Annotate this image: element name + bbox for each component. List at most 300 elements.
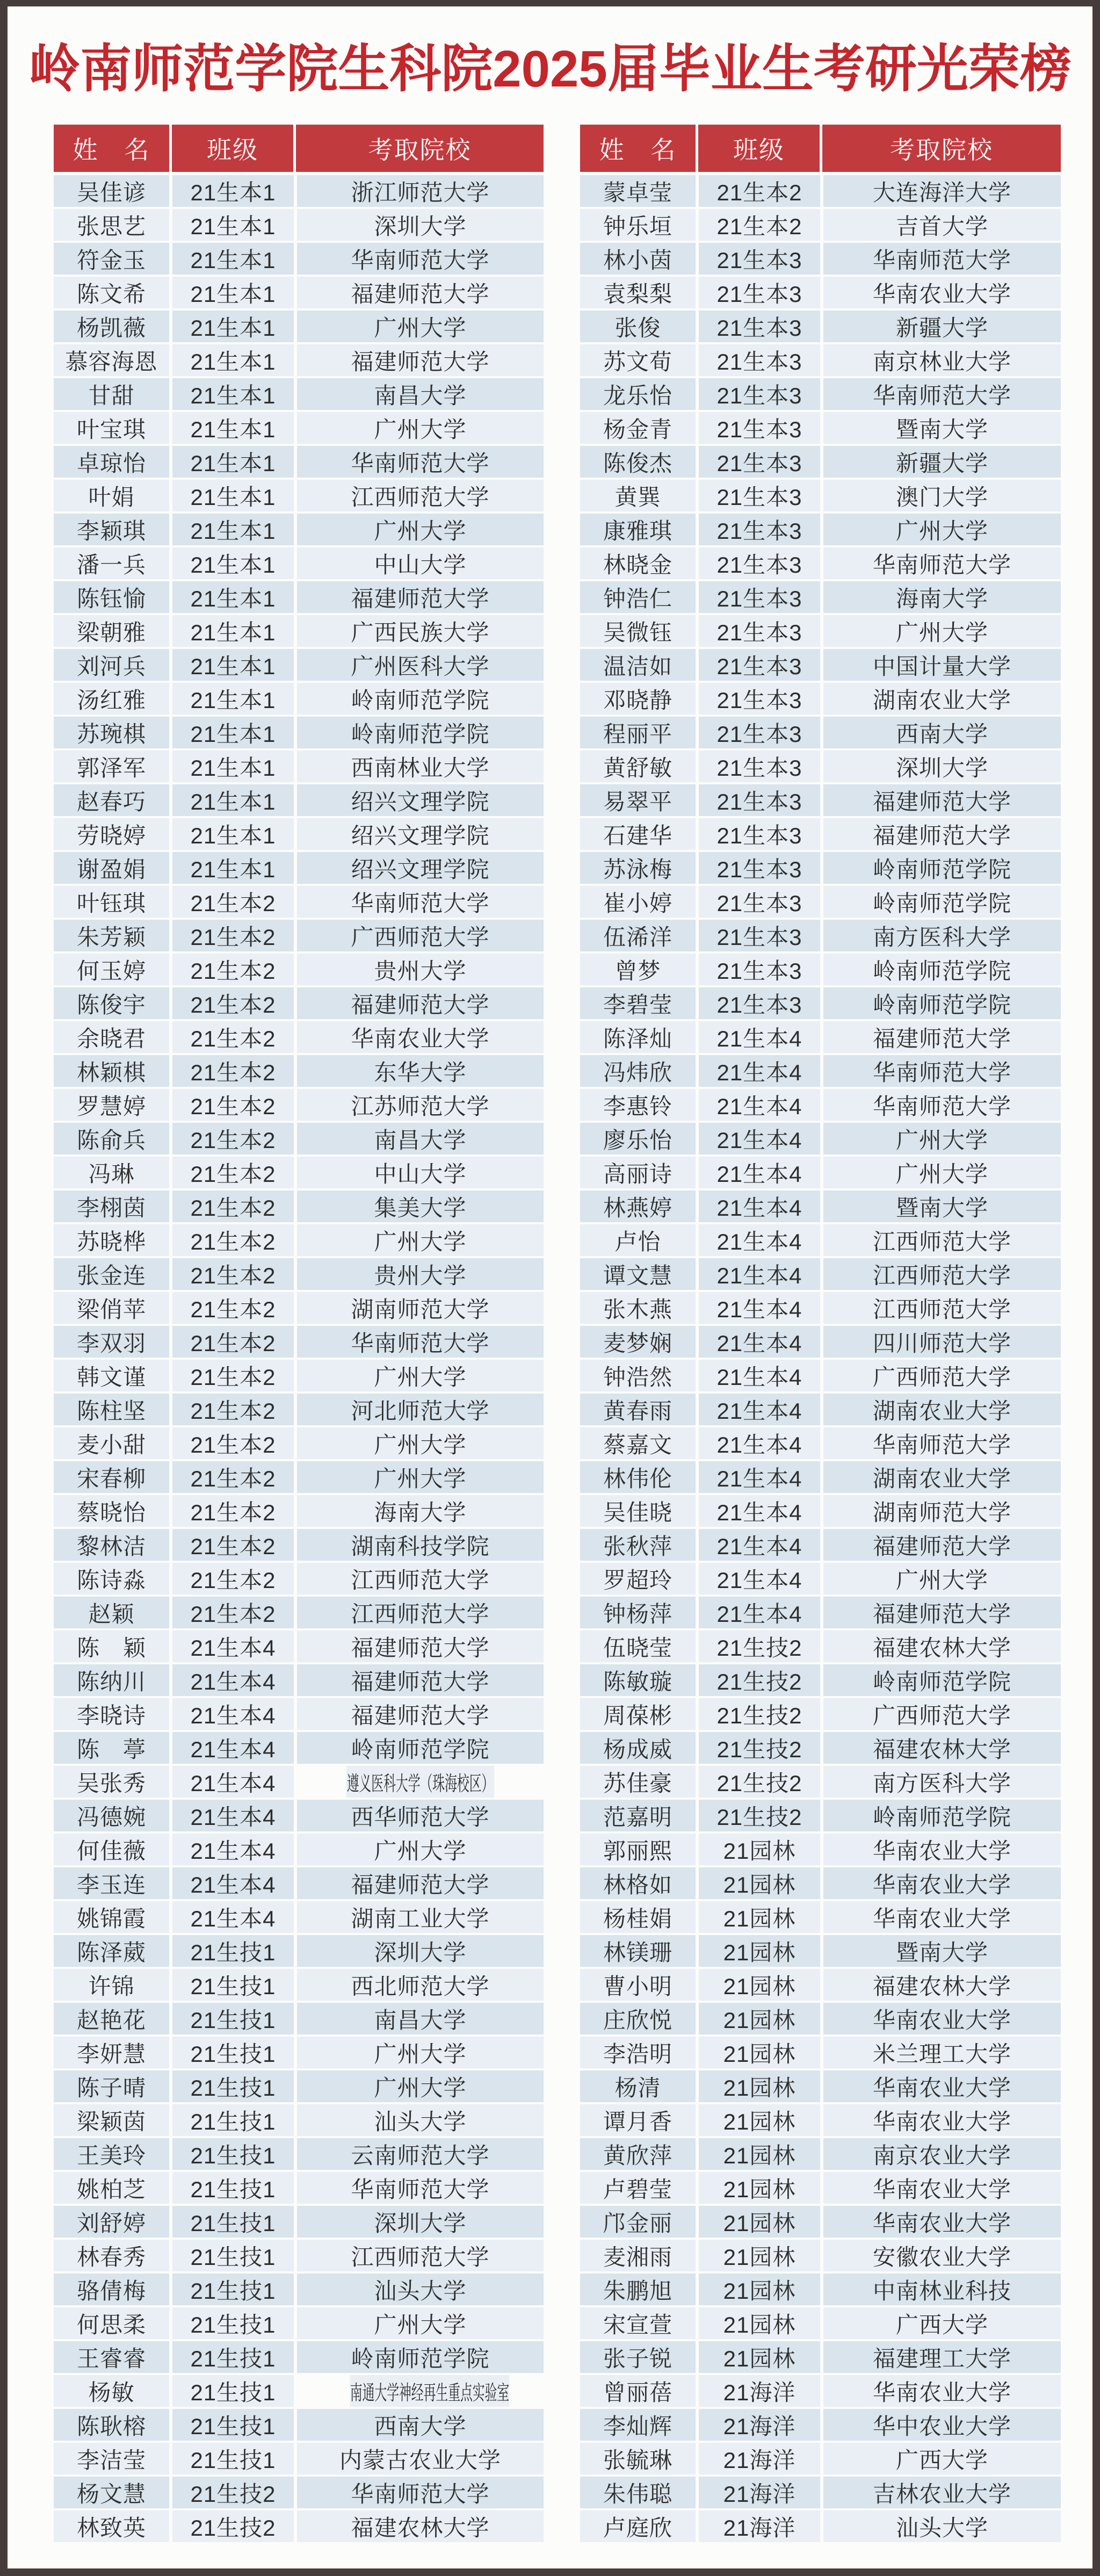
table-row xyxy=(580,2443,1061,2474)
class-cell: 21生技2 xyxy=(699,1630,820,1662)
class-cell: 21生本2 xyxy=(172,1597,294,1628)
admitted-school-cell: 华南师范大学 xyxy=(297,1326,544,1358)
table-row xyxy=(54,717,544,748)
class-cell: 21生本2 xyxy=(172,1258,294,1290)
class-cell: 21生本1 xyxy=(172,175,294,207)
student-name-cell: 林致英 xyxy=(54,2510,169,2542)
class-cell: 21生本4 xyxy=(699,1394,820,1425)
class-cell: 21园林 xyxy=(699,1867,820,1899)
table-row xyxy=(580,2341,1061,2373)
student-name-cell: 谢盈娟 xyxy=(54,852,169,884)
student-name-cell: 邓晓静 xyxy=(580,683,696,715)
admitted-school-cell: 广州大学 xyxy=(823,514,1061,545)
class-cell: 21生本4 xyxy=(699,1360,820,1391)
table-row xyxy=(580,1427,1061,1459)
class-cell: 21生本1 xyxy=(172,784,294,816)
class-cell: 21生本4 xyxy=(172,1630,294,1662)
class-cell: 21生技2 xyxy=(699,1766,820,1798)
admitted-school-cell: 东华大学 xyxy=(297,1055,544,1087)
student-name-cell: 陈泽葳 xyxy=(54,1935,169,1967)
column-header-class: 班级 xyxy=(172,125,293,172)
class-cell: 21生本1 xyxy=(172,818,294,850)
student-name-cell: 张木燕 xyxy=(580,1292,696,1324)
admitted-school-cell: 暨南大学 xyxy=(823,1190,1061,1222)
table-row xyxy=(54,2477,544,2508)
class-cell: 21园林 xyxy=(699,2104,820,2136)
admitted-school-cell: 岭南师范学院 xyxy=(823,1800,1061,1831)
student-name-cell: 程丽平 xyxy=(580,717,696,748)
table-row xyxy=(54,2003,544,2034)
admitted-school-cell: 广州大学 xyxy=(297,514,544,545)
table-row xyxy=(580,1664,1061,1696)
student-name-cell: 易翠平 xyxy=(580,784,696,816)
class-cell: 21生本2 xyxy=(172,1563,294,1594)
class-cell: 21生技2 xyxy=(172,2477,294,2508)
table-row xyxy=(580,514,1061,545)
table-row xyxy=(54,277,544,308)
table-body-left xyxy=(54,175,544,2542)
table-row xyxy=(54,1901,544,1933)
class-cell: 21生技1 xyxy=(172,2003,294,2034)
class-cell: 21海洋 xyxy=(699,2477,820,2508)
student-name-cell: 张思艺 xyxy=(54,209,169,241)
student-name-cell: 杨金青 xyxy=(580,412,696,444)
class-cell: 21生本4 xyxy=(699,1157,820,1188)
admitted-school-cell: 福建师范大学 xyxy=(823,784,1061,816)
table-row xyxy=(580,209,1061,241)
admitted-school-cell: 华南师范大学 xyxy=(297,446,544,478)
student-name-cell: 朱伟聪 xyxy=(580,2477,696,2508)
admitted-school-cell: 福建师范大学 xyxy=(297,1867,544,1899)
student-name-cell: 崔小婷 xyxy=(580,886,696,918)
student-name-cell: 林晓金 xyxy=(580,547,696,579)
table-row xyxy=(580,1529,1061,1561)
class-cell: 21生本2 xyxy=(172,1123,294,1154)
table-row xyxy=(54,175,544,207)
table-row xyxy=(580,954,1061,985)
admitted-school-cell: 福建师范大学 xyxy=(297,277,544,308)
student-name-cell: 吴佳谚 xyxy=(54,175,169,207)
admitted-school-cell: 华南师范大学 xyxy=(823,1055,1061,1087)
table-row xyxy=(580,1563,1061,1594)
admitted-school-cell: 福建农林大学 xyxy=(823,1630,1061,1662)
table-row xyxy=(580,1597,1061,1628)
admitted-school-cell: 华南师范大学 xyxy=(823,243,1061,275)
admitted-school-cell: 华南师范大学 xyxy=(823,547,1061,579)
class-cell: 21园林 xyxy=(699,2307,820,2339)
admitted-school-cell: 华南师范大学 xyxy=(297,2477,544,2508)
class-cell: 21生本4 xyxy=(699,1495,820,1527)
table-row xyxy=(580,615,1061,647)
student-name-cell: 符金玉 xyxy=(54,243,169,275)
admitted-school-cell: 广州大学 xyxy=(823,1123,1061,1154)
admitted-school-cell: 广州大学 xyxy=(297,1834,544,1865)
admitted-school-cell: 西北师范大学 xyxy=(297,1969,544,2001)
admitted-school-cell: 中国计量大学 xyxy=(823,649,1061,681)
student-name-cell: 陈诗淼 xyxy=(54,1563,169,1594)
table-row xyxy=(580,1055,1061,1087)
admitted-school-cell: 广州大学 xyxy=(823,1563,1061,1594)
table-row xyxy=(580,1360,1061,1391)
class-cell: 21园林 xyxy=(699,2070,820,2102)
student-name-cell: 麦梦娴 xyxy=(580,1326,696,1358)
class-cell: 21生本2 xyxy=(172,1427,294,1459)
admitted-school-cell: 暨南大学 xyxy=(823,1935,1061,1967)
class-cell: 21园林 xyxy=(699,2003,820,2034)
student-name-cell: 慕容海恩 xyxy=(54,344,169,376)
class-cell: 21生本4 xyxy=(172,1834,294,1865)
class-cell: 21生本4 xyxy=(699,1224,820,1256)
admitted-school-cell: 澳门大学 xyxy=(823,480,1061,511)
class-cell: 21生本3 xyxy=(699,649,820,681)
table-row xyxy=(54,1055,544,1087)
table-row xyxy=(580,446,1061,478)
class-cell: 21生本1 xyxy=(172,446,294,478)
student-name-cell: 梁颖茵 xyxy=(54,2104,169,2136)
admitted-school-cell: 岭南师范学院 xyxy=(297,1732,544,1764)
student-name-cell: 赵颖 xyxy=(54,1597,169,1628)
admitted-school-cell: 汕头大学 xyxy=(823,2510,1061,2542)
table-row xyxy=(54,1732,544,1764)
column-header-class: 班级 xyxy=(698,125,820,172)
admitted-school-cell: 深圳大学 xyxy=(297,209,544,241)
student-name-cell: 李灿辉 xyxy=(580,2409,696,2441)
table-row xyxy=(54,2104,544,2136)
student-name-cell: 张俊 xyxy=(580,311,696,342)
student-name-cell: 陈泽灿 xyxy=(580,1021,696,1053)
student-name-cell: 梁俏苹 xyxy=(54,1292,169,1324)
class-cell: 21生本1 xyxy=(172,243,294,275)
class-cell: 21生技1 xyxy=(172,1935,294,1967)
class-cell: 21生本4 xyxy=(172,1867,294,1899)
class-cell: 21生本4 xyxy=(699,1427,820,1459)
admitted-school-cell: 广州大学 xyxy=(297,2070,544,2102)
table-row xyxy=(54,1664,544,1696)
student-name-cell: 杨文慧 xyxy=(54,2477,169,2508)
student-name-cell: 廖乐怡 xyxy=(580,1123,696,1154)
table-row xyxy=(580,311,1061,342)
table-row xyxy=(54,2070,544,2102)
admitted-school-cell: 湖南师范大学 xyxy=(823,1495,1061,1527)
admitted-school-cell: 南昌大学 xyxy=(297,1123,544,1154)
admitted-school-cell: 广西师范大学 xyxy=(823,1360,1061,1391)
table-row xyxy=(54,2274,544,2305)
class-cell: 21生本3 xyxy=(699,886,820,918)
student-name-cell: 何思柔 xyxy=(54,2307,169,2339)
class-cell: 21园林 xyxy=(699,2172,820,2204)
admitted-school-cell: 华南农业大学 xyxy=(823,2070,1061,2102)
student-name-cell: 杨清 xyxy=(580,2070,696,2102)
column-header-school: 考取院校 xyxy=(822,125,1061,172)
class-cell: 21生本3 xyxy=(699,818,820,850)
admitted-school-cell: 华南师范大学 xyxy=(297,2172,544,2204)
student-name-cell: 黄春雨 xyxy=(580,1394,696,1425)
admitted-school-cell: 汕头大学 xyxy=(297,2104,544,2136)
table-row xyxy=(580,1157,1061,1188)
admitted-school-cell: 江西师范大学 xyxy=(823,1258,1061,1290)
admitted-school-cell: 广州大学 xyxy=(297,311,544,342)
student-name-cell: 黄欣萍 xyxy=(580,2138,696,2170)
class-cell: 21生本4 xyxy=(172,1698,294,1730)
admitted-school-cell: 湖南科技学院 xyxy=(297,1529,544,1561)
page-title: 岭南师范学院生科院2025届毕业生考研光荣榜 xyxy=(28,40,1072,98)
class-cell: 21园林 xyxy=(699,2240,820,2271)
class-cell: 21生本4 xyxy=(699,1258,820,1290)
class-cell: 21生技1 xyxy=(172,2307,294,2339)
class-cell: 21生技1 xyxy=(172,2206,294,2238)
class-cell: 21生技1 xyxy=(172,2341,294,2373)
admitted-school-cell: 岭南师范学院 xyxy=(297,683,544,715)
student-name-cell: 林颖棋 xyxy=(54,1055,169,1087)
class-cell: 21生本3 xyxy=(699,784,820,816)
table-row xyxy=(580,2037,1061,2068)
admitted-school-cell: 深圳大学 xyxy=(297,2206,544,2238)
table-row xyxy=(580,886,1061,918)
class-cell: 21生本4 xyxy=(699,1021,820,1053)
admitted-school-cell: 福建理工大学 xyxy=(823,2341,1061,2373)
admitted-school-cell: 新疆大学 xyxy=(823,311,1061,342)
admitted-school-cell: 华南农业大学 xyxy=(823,2003,1061,2034)
class-cell: 21生本4 xyxy=(699,1123,820,1154)
class-cell: 21园林 xyxy=(699,1969,820,2001)
student-name-cell: 李浩明 xyxy=(580,2037,696,2068)
class-cell: 21生本3 xyxy=(699,987,820,1019)
student-name-cell: 吴张秀 xyxy=(54,1766,169,1798)
admitted-school-cell: 西南林业大学 xyxy=(297,751,544,782)
admitted-school-cell: 深圳大学 xyxy=(297,1935,544,1967)
student-name-cell: 罗慧婷 xyxy=(54,1089,169,1121)
student-name-cell: 叶娟 xyxy=(54,480,169,511)
class-cell: 21生本3 xyxy=(699,920,820,951)
student-name-cell: 潘一兵 xyxy=(54,547,169,579)
admitted-school-cell: 南通大学神经再生重点实验室 xyxy=(350,2375,509,2407)
table-row xyxy=(580,2307,1061,2339)
table-row xyxy=(54,2409,544,2441)
table-row xyxy=(580,1224,1061,1256)
table-row xyxy=(54,1394,544,1425)
admitted-school-cell: 福建师范大学 xyxy=(823,1597,1061,1628)
student-name-cell: 李晓诗 xyxy=(54,1698,169,1730)
student-name-cell: 周葆彬 xyxy=(580,1698,696,1730)
class-cell: 21生本1 xyxy=(172,581,294,613)
class-cell: 21生本2 xyxy=(172,1157,294,1188)
admitted-school-cell: 华南农业大学 xyxy=(823,2104,1061,2136)
admitted-school-cell: 华南师范大学 xyxy=(297,886,544,918)
table-row xyxy=(54,1021,544,1053)
student-name-cell: 卓琼怡 xyxy=(54,446,169,478)
class-cell: 21生技2 xyxy=(699,1664,820,1696)
table-row xyxy=(580,1698,1061,1730)
class-cell: 21生本3 xyxy=(699,243,820,275)
admitted-school-cell: 广州大学 xyxy=(297,412,544,444)
class-cell: 21生技1 xyxy=(172,2409,294,2441)
class-cell: 21生技1 xyxy=(172,2037,294,2068)
admitted-school-cell: 汕头大学 xyxy=(297,2274,544,2305)
table-row xyxy=(54,1630,544,1662)
class-cell: 21生本1 xyxy=(172,852,294,884)
admitted-school-cell: 西南大学 xyxy=(297,2409,544,2441)
class-cell: 21生本1 xyxy=(172,547,294,579)
table-row xyxy=(54,1529,544,1561)
class-cell: 21生本3 xyxy=(699,547,820,579)
table-row xyxy=(54,1360,544,1391)
student-name-cell: 林春秀 xyxy=(54,2240,169,2271)
admitted-school-cell: 广西大学 xyxy=(823,2443,1061,2474)
student-name-cell: 李栩茵 xyxy=(54,1190,169,1222)
admitted-school-cell: 广西大学 xyxy=(823,2307,1061,2339)
table-row xyxy=(580,784,1061,816)
table-row xyxy=(54,1867,544,1899)
admitted-school-cell: 华南师范大学 xyxy=(823,1089,1061,1121)
class-cell: 21生本3 xyxy=(699,480,820,511)
admitted-school-cell: 华南师范大学 xyxy=(823,378,1061,410)
table-row xyxy=(54,1123,544,1154)
table-row xyxy=(54,2375,544,2407)
class-cell: 21生技2 xyxy=(699,1732,820,1764)
table-row xyxy=(54,2307,544,2339)
admitted-school-cell: 华南农业大学 xyxy=(823,1867,1061,1899)
class-cell: 21园林 xyxy=(699,2341,820,2373)
admitted-school-cell: 广州大学 xyxy=(823,615,1061,647)
table-row xyxy=(580,1834,1061,1865)
student-name-cell: 麦湘雨 xyxy=(580,2240,696,2271)
class-cell: 21生本1 xyxy=(172,311,294,342)
class-cell: 21生本3 xyxy=(699,751,820,782)
table-row xyxy=(580,344,1061,376)
admitted-school-cell: 河北师范大学 xyxy=(297,1394,544,1425)
admitted-school-cell: 华南农业大学 xyxy=(823,2206,1061,2238)
student-name-cell: 王美玲 xyxy=(54,2138,169,2170)
table-row xyxy=(54,547,544,579)
student-name-cell: 陈柱坚 xyxy=(54,1394,169,1425)
class-cell: 21生本1 xyxy=(172,683,294,715)
table-row xyxy=(54,1427,544,1459)
student-name-cell: 曹小明 xyxy=(580,1969,696,2001)
class-cell: 21生本2 xyxy=(172,1360,294,1391)
class-cell: 21生本1 xyxy=(172,751,294,782)
table-row xyxy=(54,412,544,444)
student-name-cell: 谭文慧 xyxy=(580,1258,696,1290)
class-cell: 21生本2 xyxy=(172,1461,294,1493)
table-row xyxy=(580,2003,1061,2034)
table-row xyxy=(54,920,544,951)
student-name-cell: 陈子晴 xyxy=(54,2070,169,2102)
student-name-cell: 苏琬棋 xyxy=(54,717,169,748)
class-cell: 21生本2 xyxy=(172,954,294,985)
table-row xyxy=(580,2070,1061,2102)
student-name-cell: 陈 葶 xyxy=(54,1732,169,1764)
table-row xyxy=(580,2375,1061,2407)
student-name-cell: 李惠铃 xyxy=(580,1089,696,1121)
admitted-school-cell: 福建师范大学 xyxy=(297,1698,544,1730)
student-name-cell: 林伟伦 xyxy=(580,1461,696,1493)
student-name-cell: 黄巽 xyxy=(580,480,696,511)
table-row xyxy=(54,886,544,918)
class-cell: 21生本2 xyxy=(172,886,294,918)
admitted-school-cell: 江西师范大学 xyxy=(297,1563,544,1594)
table-row xyxy=(54,311,544,342)
table-row xyxy=(54,446,544,478)
class-cell: 21生本4 xyxy=(699,1563,820,1594)
student-name-cell: 袁梨梨 xyxy=(580,277,696,308)
table-header xyxy=(580,125,1061,172)
table-row xyxy=(580,2104,1061,2136)
admitted-school-cell: 南昌大学 xyxy=(297,378,544,410)
student-name-cell: 许锦 xyxy=(54,1969,169,2001)
class-cell: 21生本1 xyxy=(172,412,294,444)
table-row xyxy=(580,1766,1061,1798)
admitted-school-cell: 广西师范大学 xyxy=(823,1698,1061,1730)
student-name-cell: 伍浠洋 xyxy=(580,920,696,951)
student-name-cell: 冯琳 xyxy=(54,1157,169,1188)
table-row xyxy=(54,344,544,376)
admitted-school-cell: 华南农业大学 xyxy=(823,2375,1061,2407)
table-row xyxy=(580,1461,1061,1493)
admitted-school-cell: 四川师范大学 xyxy=(823,1326,1061,1358)
class-cell: 21园林 xyxy=(699,2274,820,2305)
admitted-school-cell: 西华师范大学 xyxy=(297,1800,544,1831)
admitted-school-cell: 海南大学 xyxy=(823,581,1061,613)
student-name-cell: 王睿睿 xyxy=(54,2341,169,2373)
admitted-school-cell: 安徽农业大学 xyxy=(823,2240,1061,2271)
admitted-school-cell: 福建师范大学 xyxy=(823,1529,1061,1561)
table-row xyxy=(54,954,544,985)
table-row xyxy=(54,2138,544,2170)
student-name-cell: 宋宣萱 xyxy=(580,2307,696,2339)
table-row xyxy=(580,175,1061,207)
class-cell: 21生本1 xyxy=(172,277,294,308)
class-cell: 21园林 xyxy=(699,1834,820,1865)
student-name-cell: 骆倩梅 xyxy=(54,2274,169,2305)
table-row xyxy=(580,818,1061,850)
table-row xyxy=(54,784,544,816)
student-name-cell: 黄舒敏 xyxy=(580,751,696,782)
table-row xyxy=(54,1834,544,1865)
class-cell: 21生本4 xyxy=(172,1766,294,1798)
honor-roll-table-right xyxy=(580,125,1061,2544)
admitted-school-cell: 华南农业大学 xyxy=(823,1901,1061,1933)
student-name-cell: 石建华 xyxy=(580,818,696,850)
class-cell: 21生技2 xyxy=(172,2510,294,2542)
class-cell: 21生本2 xyxy=(172,1529,294,1561)
class-cell: 21生本2 xyxy=(172,1021,294,1053)
table-row xyxy=(54,683,544,715)
class-cell: 21生本2 xyxy=(172,987,294,1019)
table-row xyxy=(54,514,544,545)
class-cell: 21生本3 xyxy=(699,277,820,308)
admitted-school-cell: 广州医科大学 xyxy=(297,649,544,681)
admitted-school-cell: 南方医科大学 xyxy=(823,1766,1061,1798)
admitted-school-cell: 绍兴文理学院 xyxy=(297,784,544,816)
student-name-cell: 李碧莹 xyxy=(580,987,696,1019)
admitted-school-cell: 南京农业大学 xyxy=(823,2138,1061,2170)
class-cell: 21生本3 xyxy=(699,683,820,715)
admitted-school-cell: 大连海洋大学 xyxy=(823,175,1061,207)
admitted-school-cell: 新疆大学 xyxy=(823,446,1061,478)
table-row xyxy=(54,1224,544,1256)
table-row xyxy=(580,1495,1061,1527)
column-header-name: 姓 名 xyxy=(580,125,696,172)
table-row xyxy=(580,1800,1061,1831)
admitted-school-cell: 华南师范大学 xyxy=(297,243,544,275)
student-name-cell: 卢庭欣 xyxy=(580,2510,696,2542)
admitted-school-cell: 江西师范大学 xyxy=(823,1224,1061,1256)
student-name-cell: 康雅琪 xyxy=(580,514,696,545)
class-cell: 21生本3 xyxy=(699,717,820,748)
table-row xyxy=(580,412,1061,444)
class-cell: 21生本3 xyxy=(699,615,820,647)
admitted-school-cell: 湖南工业大学 xyxy=(297,1901,544,1933)
